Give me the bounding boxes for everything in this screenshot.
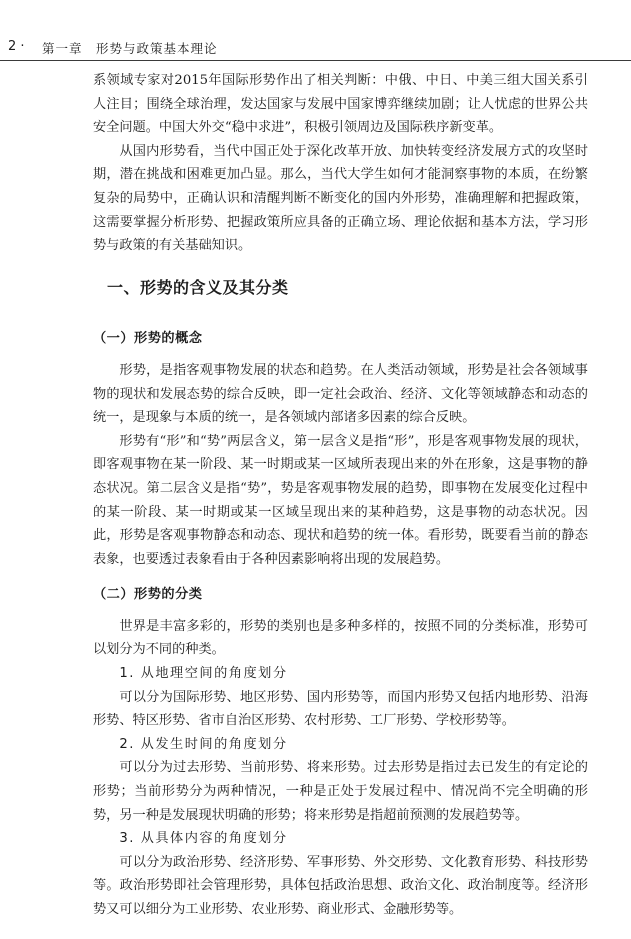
paragraph-intro-2: 从国内形势看，当代中国正处于深化改革开放、加快转变经济发展方式的攻坚时期，潜在挑战和困难更加凸显。那么，当代大学生如何才能洞察事物的本质，在纷繁复杂的局势中，正确认识和清醒判断不断变化的国内外形势，准确理解和把握政策，这需要掌握分析形势、把握政策所应具备的正确立场、理论依据和基本方法，学习形势与政策的有关基础知识。 (93, 143, 588, 254)
chapter-title: 第一章 形势与政策基本理论 (42, 41, 218, 56)
paragraph-concept-1: 形势，是指客观事物发展的状态和趋势。在人类活动领域，形势是社会各领域事物的现状和发展态势的综合反映，即一定社会政治、经济、文化等领域静态和动态的统一，是现象与本质的统一，是各领域内部诸多因素的综合反映。 (93, 362, 588, 426)
category-heading: 1. 从地理空间的角度划分 (119, 666, 288, 682)
paragraph-concept-2: 形势有“形”和“势”两层含义，第一层含义是指“形”，形是客观事物发展的现状，即客观事物在某一阶段、某一时期或某一区域所表现出来的外在形象，这是事物的静态状况。第二层含义是指“势”，势是客观事物发展的趋势，即事物在发展变化过程中的某一阶段、某一时期或某一区域呈现出来的某种趋势，这是事物的动态状况。因此，形势是客观事物静态和动态、现状和趋势的统一体。看形势，既要看当前的静态表象，也要透过表象看由于各种因素影响将出现的发展趋势。 (93, 433, 588, 567)
page-number: 2 · (8, 39, 25, 54)
section-heading: 一、形势的含义及其分类 (107, 277, 289, 297)
subsection-heading-classification: （二）形势的分类 (93, 587, 203, 603)
subsection-heading-concept: （一）形势的概念 (93, 331, 203, 347)
paragraph-classification-intro: 世界是丰富多彩的，形势的类别也是多种多样的，按照不同的分类标准，形势可以划分为不同的种类。 (93, 618, 588, 658)
category-text: 可以分为过去形势、当前形势、将来形势。过去形势是指过去已发生的有定论的形势；当前形势分为两种情况，一种是正处于发展过程中、情况尚不完全明确的形势，另一种是发展现状明确的形势；将来形势是指超前预测的发展趋势等。 (93, 760, 588, 823)
category-heading: 3. 从具体内容的角度划分 (119, 831, 288, 847)
category-heading: 2. 从发生时间的角度划分 (119, 736, 288, 752)
page-header (0, 28, 631, 62)
category-text: 可以分为国际形势、地区形势、国内形势等，而国内形势又包括内地形势、沿海形势、特区形势、省市自治区形势、农村形势、工厂形势、学校形势等。 (93, 689, 588, 729)
category-text: 可以分为政治形势、经济形势、军事形势、外交形势、文化教育形势、科技形势等。政治形势即社会管理形势，具体包括政治思想、政治文化、政治制度等。经济形势又可以细分为工业形势、农业形势、商业形式、金融形势等。 (93, 854, 588, 917)
page-body (93, 69, 588, 922)
header-rule (0, 60, 631, 61)
paragraph-intro-1: 系领域专家对2015年国际形势作出了相关判断：中俄、中日、中美三组大国关系引人注目；围绕全球治理，发达国家与发展中国家博弈继续加剧；让人忧虑的世界公共安全问题。中国大外交“稳中求进”，积极引领周边及国际秩序新变革。 (93, 73, 588, 136)
